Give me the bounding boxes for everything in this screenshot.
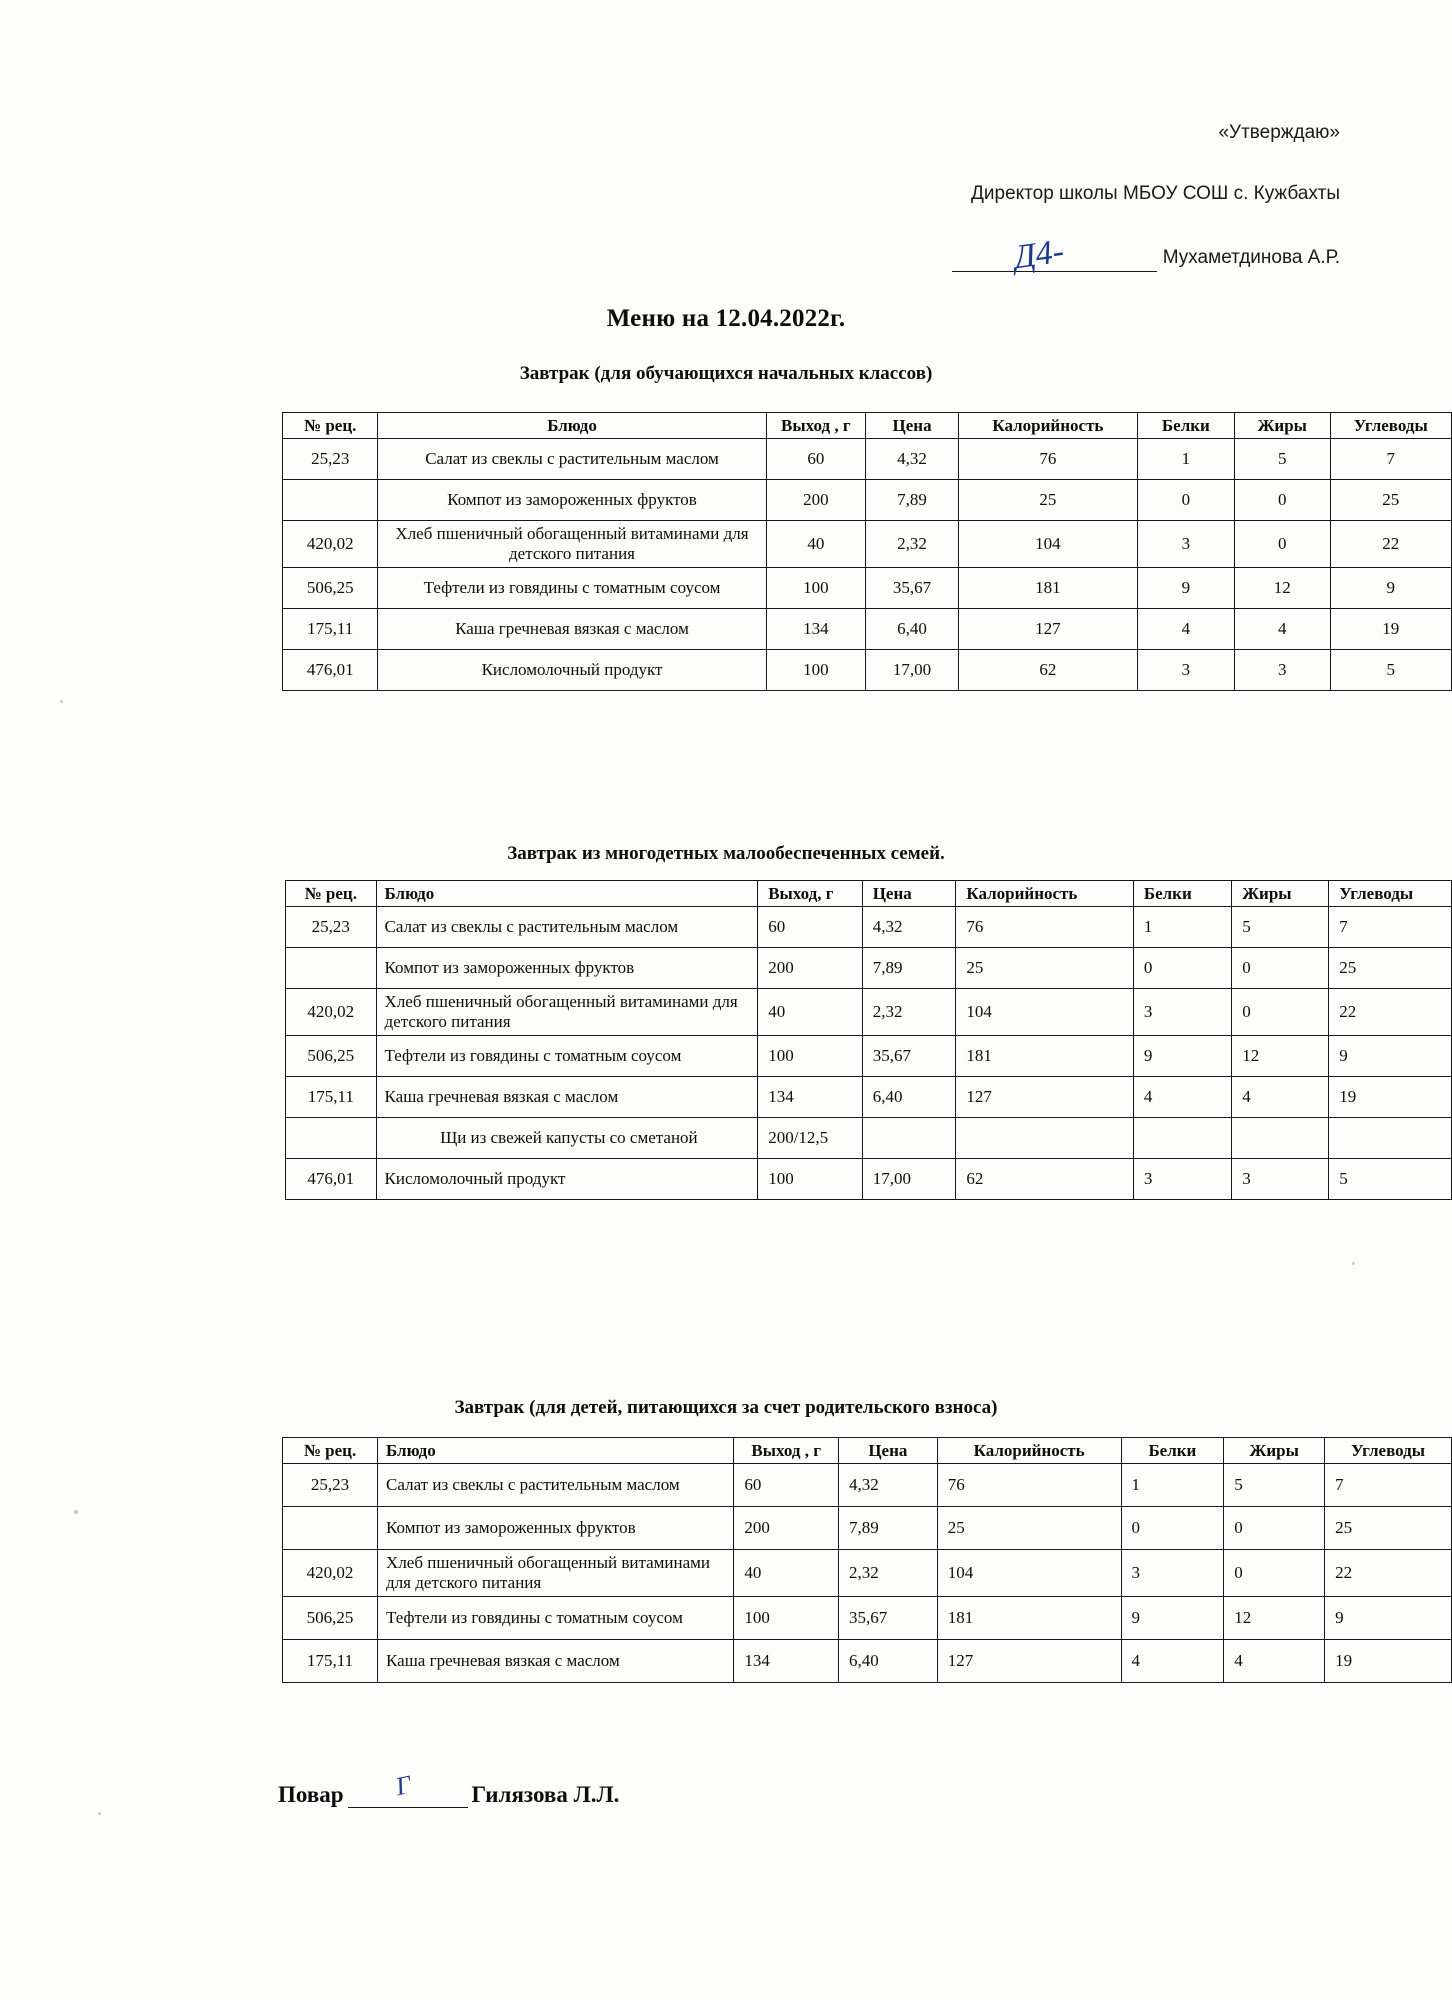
- cell-dish: Кисломолочный продукт: [378, 650, 766, 691]
- col-calories: Калорийность: [959, 413, 1138, 439]
- cell-dish: Компот из замороженных фруктов: [378, 480, 766, 521]
- col-fat: Жиры: [1232, 881, 1329, 907]
- cell-fat: 5: [1235, 439, 1330, 480]
- section-title-breakfast-primary: Завтрак (для обучающихся начальных классов): [519, 363, 933, 384]
- cell-protein: 3: [1133, 1159, 1231, 1200]
- cell-carbs: 7: [1329, 907, 1452, 948]
- cell-calories: 104: [937, 1550, 1121, 1597]
- table-row: [283, 650, 1452, 691]
- cell-carbs: 5: [1330, 650, 1451, 691]
- cell-dish: Кисломолочный продукт: [376, 1159, 758, 1200]
- col-price: Цена: [862, 881, 956, 907]
- cell-calories: 127: [956, 1077, 1133, 1118]
- approve-label: «Утверждаю»: [1218, 122, 1340, 143]
- cell-price: 7,89: [838, 1507, 937, 1550]
- cell-carbs: 22: [1329, 989, 1452, 1036]
- director-signature-row: [700, 233, 1340, 277]
- cell-fat: 12: [1224, 1597, 1325, 1640]
- cell-dish: Тефтели из говядины с томатным соусом: [378, 1597, 734, 1640]
- cell-calories: 25: [937, 1507, 1121, 1550]
- col-recipe-no: № рец.: [283, 413, 378, 439]
- cell-dish: Каша гречневая вязкая с маслом: [378, 609, 766, 650]
- cell-calories: [956, 1118, 1133, 1159]
- table-row: [286, 1036, 1452, 1077]
- cell-fat: [1232, 1118, 1329, 1159]
- cell-price: 4,32: [862, 907, 956, 948]
- col-carbs: Углеводы: [1330, 413, 1451, 439]
- col-protein: Белки: [1121, 1438, 1224, 1464]
- col-carbs: Углеводы: [1329, 881, 1452, 907]
- signature-line: [952, 233, 1157, 277]
- col-price: Цена: [838, 1438, 937, 1464]
- cell-output: 200: [734, 1507, 839, 1550]
- cell-output: 40: [734, 1550, 839, 1597]
- cell-price: 2,32: [862, 989, 956, 1036]
- table-header-row: [283, 1438, 1452, 1464]
- cell-calories: 76: [956, 907, 1133, 948]
- cell-fat: 3: [1232, 1159, 1329, 1200]
- table-row: [283, 1464, 1452, 1507]
- col-dish: Блюдо: [378, 413, 766, 439]
- table-row: [283, 439, 1452, 480]
- cell-calories: 104: [956, 989, 1133, 1036]
- cell-protein: 1: [1121, 1464, 1224, 1507]
- col-protein: Белки: [1133, 881, 1231, 907]
- cell-calories: 181: [937, 1597, 1121, 1640]
- cell-fat: 0: [1224, 1507, 1325, 1550]
- cell-protein: 9: [1137, 568, 1234, 609]
- cell-calories: 25: [956, 948, 1133, 989]
- cell-recipe-no: 25,23: [283, 1464, 378, 1507]
- cell-fat: 0: [1235, 521, 1330, 568]
- col-dish: Блюдо: [378, 1438, 734, 1464]
- table-row: [283, 1640, 1452, 1683]
- cell-protein: 3: [1137, 521, 1234, 568]
- cell-protein: 4: [1121, 1640, 1224, 1683]
- cell-protein: 0: [1137, 480, 1234, 521]
- cell-calories: 104: [959, 521, 1138, 568]
- cook-signature-row: [278, 1769, 620, 1808]
- cell-protein: 3: [1137, 650, 1234, 691]
- table-row: [286, 1159, 1452, 1200]
- cell-recipe-no: 506,25: [283, 568, 378, 609]
- cell-fat: 5: [1232, 907, 1329, 948]
- cell-carbs: 9: [1325, 1597, 1452, 1640]
- cell-recipe-no: [283, 1507, 378, 1550]
- cell-output: 40: [766, 521, 865, 568]
- cell-protein: 0: [1121, 1507, 1224, 1550]
- col-output: Выход , г: [766, 413, 865, 439]
- table-header-row: [283, 413, 1452, 439]
- menu-table-breakfast-paid: [282, 1437, 1452, 1683]
- cell-calories: 76: [937, 1464, 1121, 1507]
- cell-recipe-no: 25,23: [283, 439, 378, 480]
- cell-output: 200: [758, 948, 863, 989]
- cell-recipe-no: 476,01: [283, 650, 378, 691]
- cell-dish: Хлеб пшеничный обогащенный витаминами для детского питания: [378, 521, 766, 568]
- cell-carbs: [1329, 1118, 1452, 1159]
- cook-signature-line: [348, 1769, 468, 1808]
- table-row: [283, 1597, 1452, 1640]
- cell-price: 4,32: [838, 1464, 937, 1507]
- col-price: Цена: [865, 413, 958, 439]
- cell-fat: 0: [1235, 480, 1330, 521]
- cell-protein: 1: [1133, 907, 1231, 948]
- cell-price: 6,40: [838, 1640, 937, 1683]
- section-title-breakfast-large-families: Завтрак из многодетных малообеспеченных семей.: [507, 843, 945, 864]
- cell-calories: 76: [959, 439, 1138, 480]
- cell-carbs: 19: [1330, 609, 1451, 650]
- cell-calories: 62: [959, 650, 1138, 691]
- cell-output: 60: [734, 1464, 839, 1507]
- cell-protein: 9: [1121, 1597, 1224, 1640]
- cell-output: 100: [734, 1597, 839, 1640]
- cell-price: 6,40: [865, 609, 958, 650]
- cell-output: 200: [766, 480, 865, 521]
- cell-fat: 3: [1235, 650, 1330, 691]
- cell-recipe-no: 506,25: [286, 1036, 377, 1077]
- cell-price: 35,67: [862, 1036, 956, 1077]
- cell-recipe-no: 476,01: [286, 1159, 377, 1200]
- cell-price: 2,32: [838, 1550, 937, 1597]
- cell-carbs: 25: [1330, 480, 1451, 521]
- cell-protein: 9: [1133, 1036, 1231, 1077]
- col-recipe-no: № рец.: [286, 881, 377, 907]
- cell-price: 17,00: [862, 1159, 956, 1200]
- cell-dish: Каша гречневая вязкая с маслом: [378, 1640, 734, 1683]
- cell-protein: 1: [1137, 439, 1234, 480]
- cell-price: 35,67: [838, 1597, 937, 1640]
- menu-table-breakfast-large-families: [285, 880, 1452, 1200]
- cell-carbs: 19: [1329, 1077, 1452, 1118]
- cell-output: 60: [766, 439, 865, 480]
- cell-fat: 4: [1224, 1640, 1325, 1683]
- cell-calories: 181: [959, 568, 1138, 609]
- cell-fat: 4: [1235, 609, 1330, 650]
- cell-price: 6,40: [862, 1077, 956, 1118]
- cell-dish: Хлеб пшеничный обогащенный витаминами для детского питания: [378, 1550, 734, 1597]
- document-header: [700, 118, 1340, 277]
- cell-recipe-no: 25,23: [286, 907, 377, 948]
- cell-output: 100: [766, 568, 865, 609]
- cell-recipe-no: [283, 480, 378, 521]
- cell-dish: Салат из свеклы с растительным маслом: [376, 907, 758, 948]
- table-row: [283, 521, 1452, 568]
- menu-table-breakfast-primary: [282, 412, 1452, 691]
- handwritten-signature: Д4-: [1011, 233, 1066, 277]
- table-row: [283, 480, 1452, 521]
- cell-fat: 5: [1224, 1464, 1325, 1507]
- cell-dish: Хлеб пшеничный обогащенный витаминами для детского питания: [376, 989, 758, 1036]
- cell-dish: Салат из свеклы с растительным маслом: [378, 439, 766, 480]
- cell-calories: 62: [956, 1159, 1133, 1200]
- cell-dish: Тефтели из говядины с томатным соусом: [378, 568, 766, 609]
- cell-carbs: 22: [1330, 521, 1451, 568]
- cell-output: 60: [758, 907, 863, 948]
- cell-carbs: 25: [1329, 948, 1452, 989]
- cell-fat: 12: [1232, 1036, 1329, 1077]
- cell-fat: 4: [1232, 1077, 1329, 1118]
- cell-fat: 0: [1232, 989, 1329, 1036]
- table-row: [286, 989, 1452, 1036]
- table-row: [286, 1077, 1452, 1118]
- cell-carbs: 7: [1330, 439, 1451, 480]
- cell-carbs: 7: [1325, 1464, 1452, 1507]
- cell-carbs: 19: [1325, 1640, 1452, 1683]
- cell-output: 134: [734, 1640, 839, 1683]
- col-protein: Белки: [1137, 413, 1234, 439]
- cell-recipe-no: 420,02: [283, 1550, 378, 1597]
- col-recipe-no: № рец.: [283, 1438, 378, 1464]
- table-row: [286, 1118, 1452, 1159]
- col-output: Выход , г: [734, 1438, 839, 1464]
- cell-protein: 4: [1133, 1077, 1231, 1118]
- cell-price: 7,89: [862, 948, 956, 989]
- cell-protein: 4: [1137, 609, 1234, 650]
- table-row: [286, 907, 1452, 948]
- cell-price: 17,00: [865, 650, 958, 691]
- col-output: Выход, г: [758, 881, 863, 907]
- cell-carbs: 9: [1330, 568, 1451, 609]
- cell-output: 134: [766, 609, 865, 650]
- cell-output: 40: [758, 989, 863, 1036]
- director-line: Директор школы МБОУ СОШ с. Кужбахты: [971, 183, 1340, 205]
- table-row: [283, 568, 1452, 609]
- cell-output: 100: [766, 650, 865, 691]
- cell-dish: Компот из замороженных фруктов: [378, 1507, 734, 1550]
- section-title-breakfast-paid: Завтрак (для детей, питающихся за счет родительского взноса): [454, 1397, 998, 1418]
- col-calories: Калорийность: [956, 881, 1133, 907]
- cell-price: 2,32: [865, 521, 958, 568]
- table-row: [283, 1550, 1452, 1597]
- cell-recipe-no: 175,11: [286, 1077, 377, 1118]
- director-name: Мухаметдинова А.Р.: [1162, 246, 1340, 268]
- table-row: [286, 948, 1452, 989]
- cell-protein: 3: [1133, 989, 1231, 1036]
- table-row: [283, 609, 1452, 650]
- cell-output: 134: [758, 1077, 863, 1118]
- cell-protein: 3: [1121, 1550, 1224, 1597]
- col-calories: Калорийность: [937, 1438, 1121, 1464]
- cell-price: 7,89: [865, 480, 958, 521]
- cell-recipe-no: [286, 1118, 377, 1159]
- cell-calories: 25: [959, 480, 1138, 521]
- cell-fat: 0: [1224, 1550, 1325, 1597]
- cell-fat: 0: [1232, 948, 1329, 989]
- cell-price: [862, 1118, 956, 1159]
- cell-carbs: 9: [1329, 1036, 1452, 1077]
- table-header-row: [286, 881, 1452, 907]
- cell-output: 200/12,5: [758, 1118, 863, 1159]
- cell-carbs: 5: [1329, 1159, 1452, 1200]
- cell-output: 100: [758, 1159, 863, 1200]
- cell-recipe-no: 420,02: [286, 989, 377, 1036]
- cell-recipe-no: [286, 948, 377, 989]
- cell-calories: 127: [959, 609, 1138, 650]
- cell-dish: Щи из свежей капусты со сметаной: [376, 1118, 758, 1159]
- col-carbs: Углеводы: [1325, 1438, 1452, 1464]
- cell-output: 100: [758, 1036, 863, 1077]
- cell-price: 35,67: [865, 568, 958, 609]
- col-fat: Жиры: [1224, 1438, 1325, 1464]
- cell-price: 4,32: [865, 439, 958, 480]
- col-dish: Блюдо: [376, 881, 758, 907]
- table-row: [283, 1507, 1452, 1550]
- cell-recipe-no: 175,11: [283, 1640, 378, 1683]
- cell-dish: Салат из свеклы с растительным маслом: [378, 1464, 734, 1507]
- cell-recipe-no: 175,11: [283, 609, 378, 650]
- cell-calories: 127: [937, 1640, 1121, 1683]
- cell-carbs: 22: [1325, 1550, 1452, 1597]
- cell-protein: [1133, 1118, 1231, 1159]
- cell-protein: 0: [1133, 948, 1231, 989]
- cell-dish: Тефтели из говядины с томатным соусом: [376, 1036, 758, 1077]
- cell-fat: 12: [1235, 568, 1330, 609]
- col-fat: Жиры: [1235, 413, 1330, 439]
- cook-role-label: Повар: [278, 1782, 344, 1807]
- cell-dish: Каша гречневая вязкая с маслом: [376, 1077, 758, 1118]
- page-title: Меню на 12.04.2022г.: [606, 305, 846, 332]
- cell-calories: 181: [956, 1036, 1133, 1077]
- cell-carbs: 25: [1325, 1507, 1452, 1550]
- cook-name: Гилязова Л.Л.: [471, 1782, 620, 1807]
- cell-dish: Компот из замороженных фруктов: [376, 948, 758, 989]
- handwritten-signature: Г: [392, 1769, 414, 1802]
- cell-recipe-no: 506,25: [283, 1597, 378, 1640]
- cell-recipe-no: 420,02: [283, 521, 378, 568]
